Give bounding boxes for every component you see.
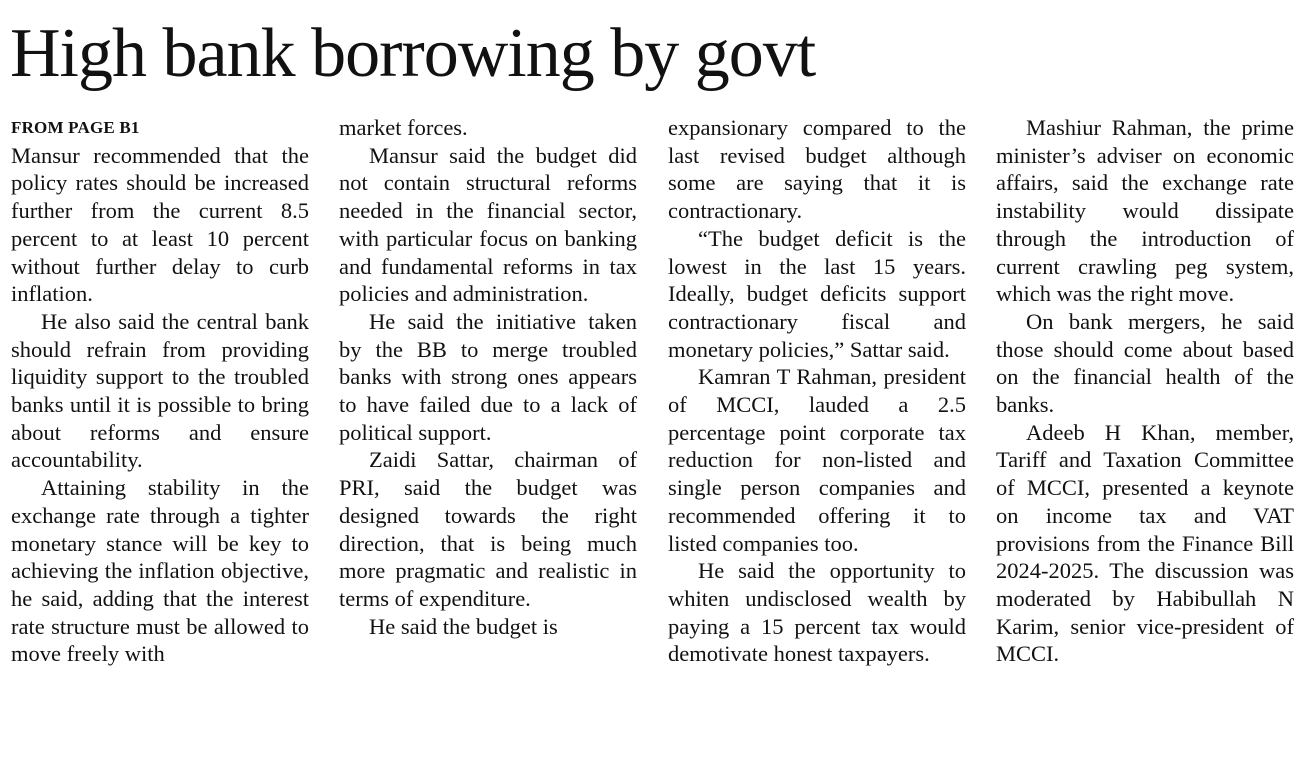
paragraph: “The budget deficit is the lowest in the last 15 years. Ideally, budget deficits support contractionary fiscal and monetary policies,” Sattar said. [668,225,966,362]
paragraph: Mansur said the budget did not contain structural reforms needed in the financial sector, with particular focus on banking and fundamental reforms in tax policies and administration. [339,142,637,307]
paragraph: Kamran T Rahman, president of MCCI, lauded a 2.5 percentage point corporate tax reduction for non-listed and single person companies and recommended offering it to listed companies too. [668,364,966,556]
article-column-3 [668,114,966,759]
article-column-2 [339,114,637,759]
paragraph: He said the initiative taken by the BB to merge troubled banks with strong ones appears to have failed due to a lack of political support. [339,308,637,445]
paragraph: Zaidi Sattar, chairman of PRI, said the budget was designed towards the right direction, that is being much more pragmatic and realistic in terms of expenditure. [339,447,637,611]
paragraph: Mashiur Rahman, the prime minister’s adviser on economic affairs, said the exchange rate instability would dissipate through the introduction of current crawling peg system, which was the right move. [996,115,1294,307]
continuation-kicker: FROM PAGE B1 [11,118,140,137]
paragraph: expansionary compared to the last revised budget although some are saying that it is contractionary. [668,115,966,224]
paragraph: Adeeb H Khan, member, Tariff and Taxation Committee of MCCI, presented a keynote on income tax and VAT provisions from the Finance Bill 2024-2025. The discussion was moderated by Habibullah N Karim, senior vice-president of MCCI. [996,419,1294,667]
paragraph: He said the opportunity to whiten undisclosed wealth by paying a 15 percent tax would demotivate honest taxpayers. [668,558,966,667]
paragraph: Attaining stability in the exchange rate through a tighter monetary stance will be key to achieving the inflation objective, he said, adding that the interest rate structure must be allowed to move freely with [11,475,309,667]
article-column-1 [11,114,309,759]
article-column-4 [996,114,1294,759]
paragraph: He said the budget is [369,613,558,639]
paragraph: On bank mergers, he said those should come about based on the financial health of the banks. [996,308,1294,418]
paragraph: He also said the central bank should refrain from providing liquidity support to the troubled banks until it is possible to bring about reforms and ensure accountability. [11,308,309,473]
headline: High bank borrowing by govt [10,15,816,92]
paragraph: market forces. [339,115,468,140]
paragraph: Mansur recommended that the policy rates should be increased further from the current 8.5 percent to at least 10 percent without further delay to curb inflation. [11,142,309,307]
